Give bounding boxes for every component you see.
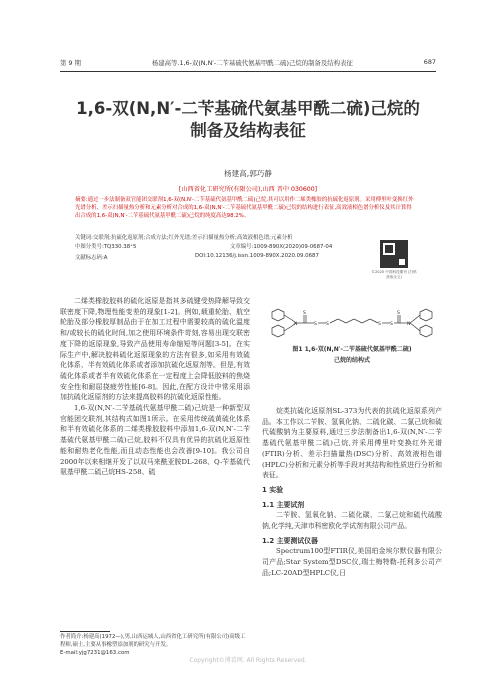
keywords: 关键词:交联剂;抗硫化返原剂;合成方法;红外光谱;差示扫描量热分析;高效液相色谱;元素分析 [75, 235, 293, 241]
copyright-watermark: Copyright©博看网. All Rights Reserved. [189, 657, 307, 664]
header-rule [60, 71, 436, 72]
svg-text:S: S [397, 311, 400, 316]
footnote [60, 633, 250, 657]
body-paragraph: Spectrum100型FTIR仪,美国珀金埃尔默仪器有限公司产品;Star System型DSC仪,瑞士梅特勒-托利多公司产品;LC-20AD型HPLC仪,日 [262, 547, 442, 577]
svg-text:S: S [314, 322, 317, 327]
footnote-rule [60, 631, 110, 632]
body-paragraph: 二烯类橡胶胶料的硫化返原是指其多硫键受热降解导致交联密度下降,物理性能变差的现象[1-2]。例如,载重轮胎、航空轮胎及部分橡胶厚制品由于在加工过程中需要较高的硫化温度和/或较长的硫化时间,加之使用环境条件苛刻,容易出现交联密度下降的返原现象,导致产品使用寿命缩短等问题[3-5]。在实际生产中,解决胶料硫化返原现象的方法有很多,如采用有效硫化体系、半有效硫化体系或者添加抗硫化返原剂等。但是,有效硫化体系或者半有效硫化体系在一定程度上会降低胶料的焦烧安全性和耐屈挠疲劳性能[6-8]。因此,在配方设计中常采用添加抗硫化返原剂的方法来提高胶料的抗硫化返原性能。 [60, 297, 250, 402]
title-line-2: 制备及结构表征 [190, 121, 306, 140]
author-bio: 作者简介:杨建高(1972—),男,山西运城人,山西省化工研究所(有限公司)高级工程师,硕士,主要从事橡塑添加剂的研究与开发。 [60, 634, 246, 648]
svg-text:S: S [326, 322, 329, 327]
affiliation: [山西省化工研究所(有限公司),山西 晋中 030600] [178, 186, 318, 193]
figure-caption-line-1: 图1 1,6-双(N,N′-二苄基硫代氨基甲酰二硫) [292, 346, 412, 353]
clc-number: 中图分类号:TQ330.38⁺5 [75, 244, 137, 250]
meta-row-2 [75, 253, 417, 261]
svg-text:N: N [294, 322, 298, 327]
doi: DOI:10.12136/j.issn.1009-890X.2020.09.0687 [195, 253, 319, 259]
header-page-number: 687 [423, 58, 436, 66]
right-column [262, 406, 442, 579]
body-paragraph: 烷类抗硫化返原剂SL-373为代表的抗硫化返原系列产品。本工作以二苄胺、氢氧化钠、二硫化碳、二氯己烷和硫代硫酸钠为主要原料,通过三步法制备出1,6-双(N,N′-二苄基硫代氨基甲酰二硫)己烷,并采用傅里叶变换红外光谱(FTIR)分析、差示扫描量热(DSC)分析、高效液相色谱(HPLC)分析和元素分析等手段对其结构和性质进行分析和表征。 [262, 407, 442, 480]
body-paragraph: 二苄胺、氢氧化钠、二硫化碳、二氯己烷和硫代硫酸钠,化学纯,天津市科密欧化学试剂有限公司产品。 [262, 511, 442, 531]
header-title: 杨建高等.1,6-双(N,N′-二苄基硫代氨基甲酰二硫)己烷的制备及结构表征 [151, 59, 353, 67]
meta-row-1 [75, 242, 417, 250]
document-code: 文献标志码:A [75, 255, 108, 261]
figure-caption-line-2: 己烷的结构式 [333, 357, 370, 364]
title-line-1: 1,6-双(N,N′-二苄基硫代氨基甲酰二硫)己烷的 [76, 99, 420, 118]
svg-text:S: S [303, 311, 306, 316]
qr-caption: ©2020 中国科技期刊 (扫码获取全文) [371, 270, 417, 279]
body-paragraph: 1,6-双(N,N′-二苄基硫代氨基甲酰二硫)己烷是一种新型双官能团交联剂,其结构式如图1所示。在采用传统硫黄硫化体系和半有效硫化体系的二烯类橡胶胶料中添加1,6-双(N,N′-二苄基硫代氨基甲酰二硫)己烷,胶料不仅具有优异的抗硫化返原性能和耐热老化性能,而且动态性能也会改善[9-10]。我公司自2000年以来相继开发了以双马来酰亚胺DL-268、Q-苄基硫代氨基甲酰二硫己烷HS-258、硫 [60, 404, 250, 477]
svg-text:N: N [407, 322, 411, 327]
svg-text:S: S [378, 322, 381, 327]
running-header [60, 58, 436, 70]
authors: 杨建高,郭巧静 [224, 169, 272, 178]
structural-formula-figure [262, 306, 442, 340]
qr-code[interactable] [380, 240, 408, 268]
left-column [60, 296, 250, 478]
section-heading-1-2: 1.2 主要测试仪器 [262, 536, 318, 545]
article-title [40, 98, 456, 142]
section-heading-1-1: 1.1 主要试剂 [262, 500, 305, 509]
header-issue: 第 9 期 [60, 59, 81, 67]
article-number: 文章编号:1009-890X(2020)09-0687-04 [230, 244, 333, 250]
section-heading-1: 1 实验 [262, 485, 283, 494]
svg-text:S: S [390, 322, 393, 327]
author-email[interactable]: E-mail:yjg7231@163.com [60, 650, 130, 656]
figure-caption [262, 344, 442, 366]
abstract: 摘要:通过一步法制备双官能团交联剂1,6-双(N,N′-二苄基硫代氨基甲酰二硫)己烷,其可以用作二烯类橡胶的抗硫化返原剂。采用傅里叶变换红外光谱分析、差示扫描量热分析和元素分析对合成的1,6-双(N,N′-二苄基硫代氨基甲酰二硫)己烷的结构进行表征,高效液相色谱分析仪及其计算得出合成的1,6-双(N,N′-二苄基硫代氨基甲酰二硫)己烷的纯度高达98.2%。 [75, 197, 414, 219]
